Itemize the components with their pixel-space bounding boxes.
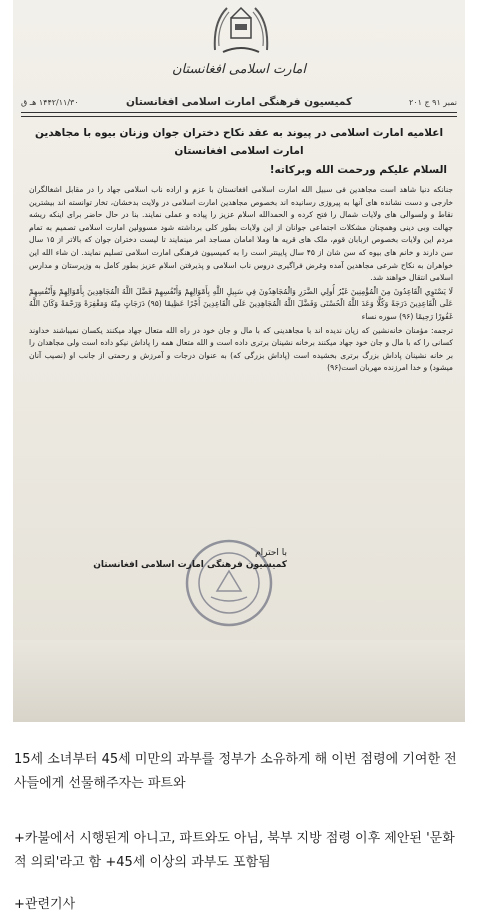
signature: کمیسیون فرهنگی امارت اسلامی افغانستان [93,560,287,570]
document-date: ۱۴۴۲/۱۱/۳۰ هـ ق [21,98,79,107]
document-number: نمبر ۹۱ ج ۲۰۱ [409,98,457,107]
document-greeting: السلام علیکم ورحمت الله وبرکاته! [269,164,447,176]
caption-note: +카불에서 시행된게 아니고, 파트와도 아님, 북부 지방 점령 이후 제안된 '문화적 의뢰'라고 함 +45세 이상의 과부도 포함됨 [14,831,455,870]
document-body [29,184,453,376]
document-title: اعلامیه امارت اسلامی در پیوند به عقد نکاح دختران جوان وزنان بیوه با مجاهدین امارت اسلامی افغانستان [34,127,444,157]
commission-name: کمیسیون فرهنگی امارت اسلامی افغانستان [125,96,353,108]
document-photo [13,0,465,722]
verse-translation: ترجمه: مؤمنان خانەنشین که زیان ندیده اند با مجاهدینی که با مال و جان خود در راه الله متعال جهاد میکنند یکسان نمیباشند خداوند کسانی را که با مال و جان خود جهاد میکنند برخانه نشینان برتری داده است و الله متعال همه را پاداش نیکو داده است ولی مجاهدان را بر خانه نشینان پاداش بزرگ برتری بخشیده است (پاداش بزرگی که) به عنوان درجات و آمرزش و رحمتی از جانب او (نصیب آنان میشود) و خدا امرزنده مهربان است(۹۶) [29,325,453,373]
caption-main: 15세 소녀부터 45세 미만의 과부를 정부가 소유하게 해 이번 점령에 기여한 전사들에게 선물해주자는 파트와 [14,752,457,791]
emblem-icon [209,0,273,58]
closing: با احترام [255,548,287,558]
header-rule-thin [21,116,457,117]
quran-verse: لَا يَسْتَوِي الْقَاعِدُونَ مِنَ الْمُؤْمِنِينَ غَيْرُ أُولِي الضَّرَرِ وَالْمُجَاهِدُونَ فِي سَبِيلِ اللَّهِ بِأَمْوَالِهِمْ وَأَنْفُسِهِمْ فَضَّلَ اللَّهُ الْمُجَاهِدِينَ بِأَمْوَالِهِمْ وَأَنْفُسِهِمْ عَلَى الْقَاعِدِينَ دَرَجَةً وَكُلًّا وَعَدَ اللَّهُ الْحُسْنَى وَفَضَّلَ اللَّهُ الْمُجَاهِدِينَ عَلَى الْقَاعِدِينَ أَجْرًا عَظِيمًا (۹۵) دَرَجَاتٍ مِنْهُ وَمَغْفِرَةً وَرَحْمَةً وَكَانَ اللَّهُ غَفُورًا رَحِيمًا (۹۶) سوره نساء [29,286,453,321]
header-rule [21,112,457,113]
body-paragraph: جنانکه دنیا شاهد است مجاهدین فی سبیل الله امارت اسلامی افغانستان با عزم و اراده ناب اسلامی جهاد را در مقابل اشغالگران خارجی و دست نشانده های آنها به پیروزی رسانیده اند بخصوص مجاهدین امارت اسلامی در ولایت بدخشان، تخار توانسته اند بیشترین نقاط و ولسوالی های ولایات شمال را فتح کرده و الحمدالله اسلام عزیز را پیاده و عملی نمایند. بنا در حال حاضر برای اینکه ریشه جهالت وبی دینی وهمچنان مشکلات اجتماعی جوانان از این ولایات بطور کلی برداشته شود مسوولین امارت اسلامی تصمیم به تمام مردم این ولایات بخصوص اربابان قوم، ملک های قریه ها وملا امامان مساجد امر مینمایند تا لیست دختران جوان که بالاتر از ۱۵ سال سن دارند و خانم های بیوه که سن شان از ۴۵ سال پایینتر است را به کمیسیون فرهنگی امارت اسلامی تسلیم نمایند. ان شاء الله این خواهران به نکاح شرعی مجاهدین آمده وغرض فراگیری دروس ناب اسلامی و پذیرفتن اسلام عزیز بطور کامل به وزیرستان و مدارس اسلامی انتقال خواهند شد. [29,185,454,283]
paper-bottom-edge [13,640,465,722]
org-name: امارت اسلامی افغانستان [171,62,307,77]
document-paper [13,0,465,722]
related-articles-label: +관련기사 [14,897,76,912]
